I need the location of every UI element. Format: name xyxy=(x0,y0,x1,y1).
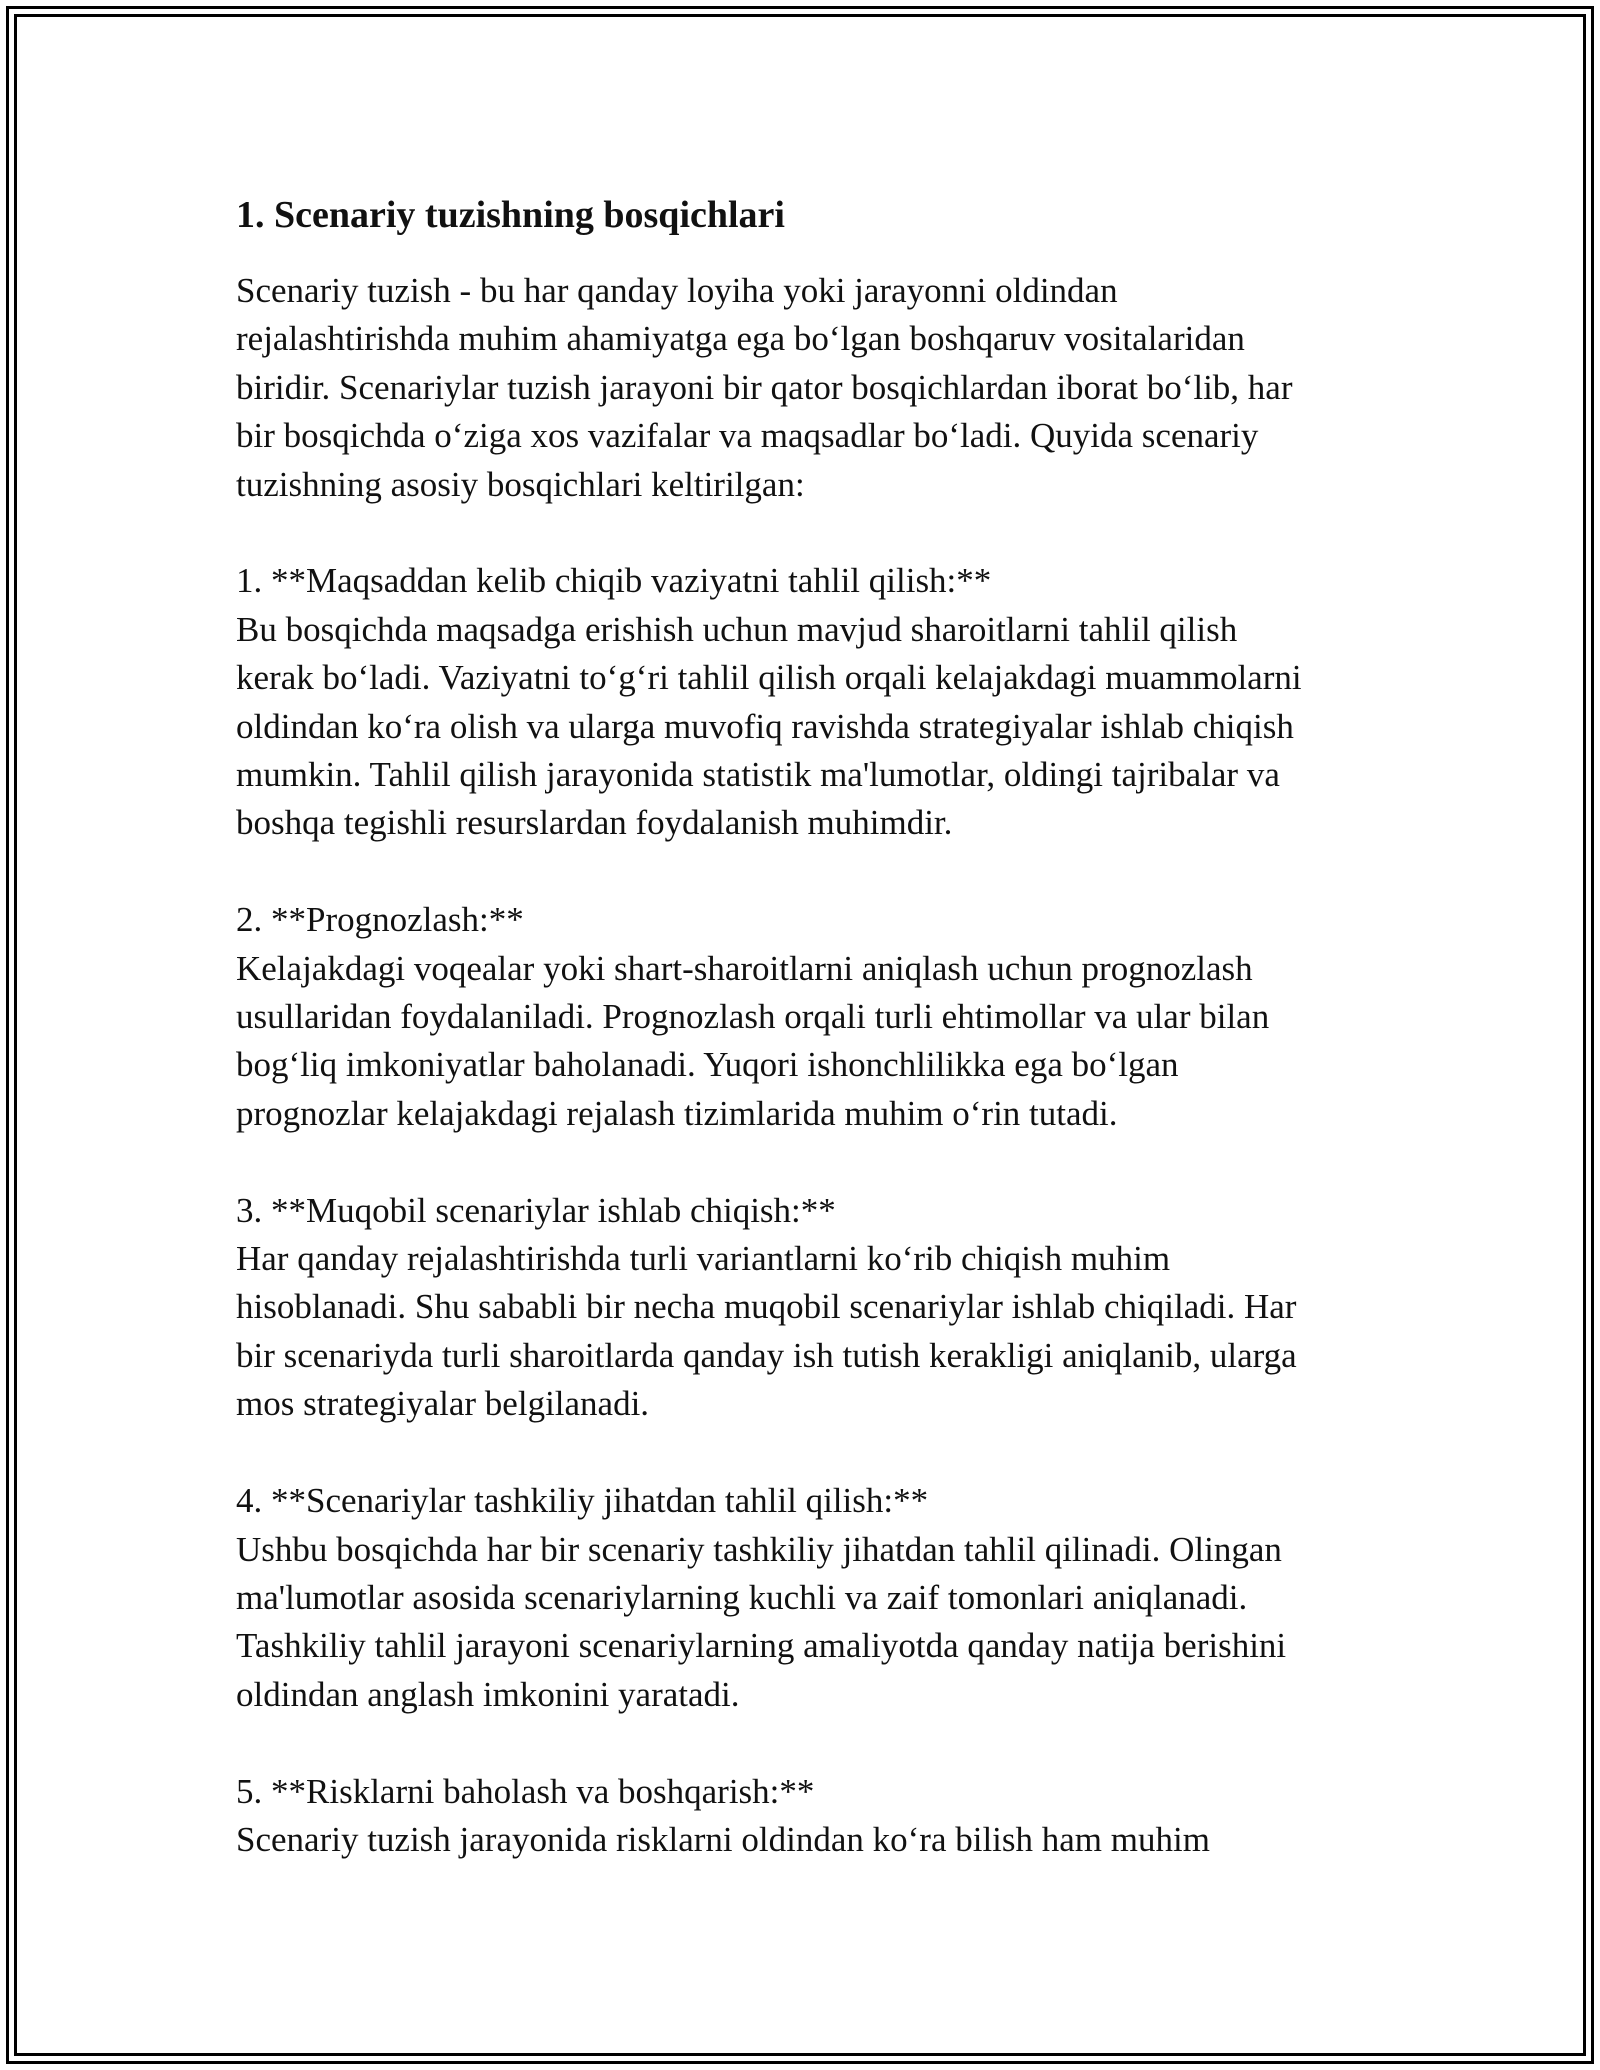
stage-title: 4. **Scenariylar tashkiliy jihatdan tahlil qilish:** xyxy=(236,1481,929,1521)
stage-body: Kelajakdagi voqealar yoki shart-sharoitlarni aniqlash uchun prognozlash usullaridan foydalaniladi. Prognozlash orqali turli ehtimollar va ular bilan bog‘liq imkoniyatlar baholanadi. Yuqori ishonchlilikka ega bo‘lgan prognozlar kelajakdagi rejalash tizimlarida muhim o‘rin tutadi. xyxy=(236,948,1270,1133)
stage-title: 1. **Maqsaddan kelib chiqib vaziyatni tahlil qilish:** xyxy=(236,561,992,601)
stage-3 xyxy=(236,1187,1366,1429)
document-body xyxy=(236,185,1366,1864)
stage-title: 5. **Risklarni baholash va boshqarish:** xyxy=(236,1771,815,1811)
stage-5 xyxy=(236,1768,1366,1865)
section-heading: 1. Scenariy tuzishning bosqichlari xyxy=(236,194,785,236)
stage-body: Scenariy tuzish jarayonida risklarni oldindan ko‘ra bilish ham muhim xyxy=(236,1819,1210,1859)
stage-title: 2. **Prognozlash:** xyxy=(236,900,524,940)
stage-4 xyxy=(236,1477,1366,1719)
stage-title: 3. **Muqobil scenariylar ishlab chiqish:** xyxy=(236,1190,836,1230)
stage-1 xyxy=(236,557,1366,847)
stage-2 xyxy=(236,896,1366,1138)
stage-body: Bu bosqichda maqsadga erishish uchun mavjud sharoitlarni tahlil qilish kerak bo‘ladi. Vaziyatni to‘g‘ri tahlil qilish orqali kelajakdagi muammolarni oldindan ko‘ra olish va ularga muvofiq ravishda strategiyalar ishlab chiqish mumkin. Tahlil qilish jarayonida statistik ma'lumotlar, oldingi tajribalar va boshqa tegishli resurslardan foydalanish muhimdir. xyxy=(236,609,1302,843)
stage-body: Ushbu bosqichda har bir scenariy tashkiliy jihatdan tahlil qilinadi. Olingan ma'lumotlar asosida scenariylarning kuchli va zaif tomonlari aniqlanadi. Tashkiliy tahlil jarayoni scenariylarning amaliyotda qanday natija berishini oldindan anglash imkonini yaratadi. xyxy=(236,1529,1287,1714)
intro-paragraph: Scenariy tuzish - bu har qanday loyiha yoki jarayonni oldindan rejalashtirishda muhim ahamiyatga ega bo‘lgan boshqaruv vositalaridan biridir. Scenariylar tuzish jarayoni bir qator bosqichlardan iborat bo‘lib, har bir bosqichda o‘ziga xos vazifalar va maqsadlar bo‘ladi. Quyida scenariy tuzishning asosiy bosqichlari keltirilgan: xyxy=(236,271,1293,504)
stage-body: Har qanday rejalashtirishda turli variantlarni ko‘rib chiqish muhim hisoblanadi. Shu sababli bir necha muqobil scenariylar ishlab chiqiladi. Har bir scenariyda turli sharoitlarda qanday ish tutish kerakligi aniqlanib, ularga mos strategiyalar belgilanadi. xyxy=(236,1239,1297,1424)
